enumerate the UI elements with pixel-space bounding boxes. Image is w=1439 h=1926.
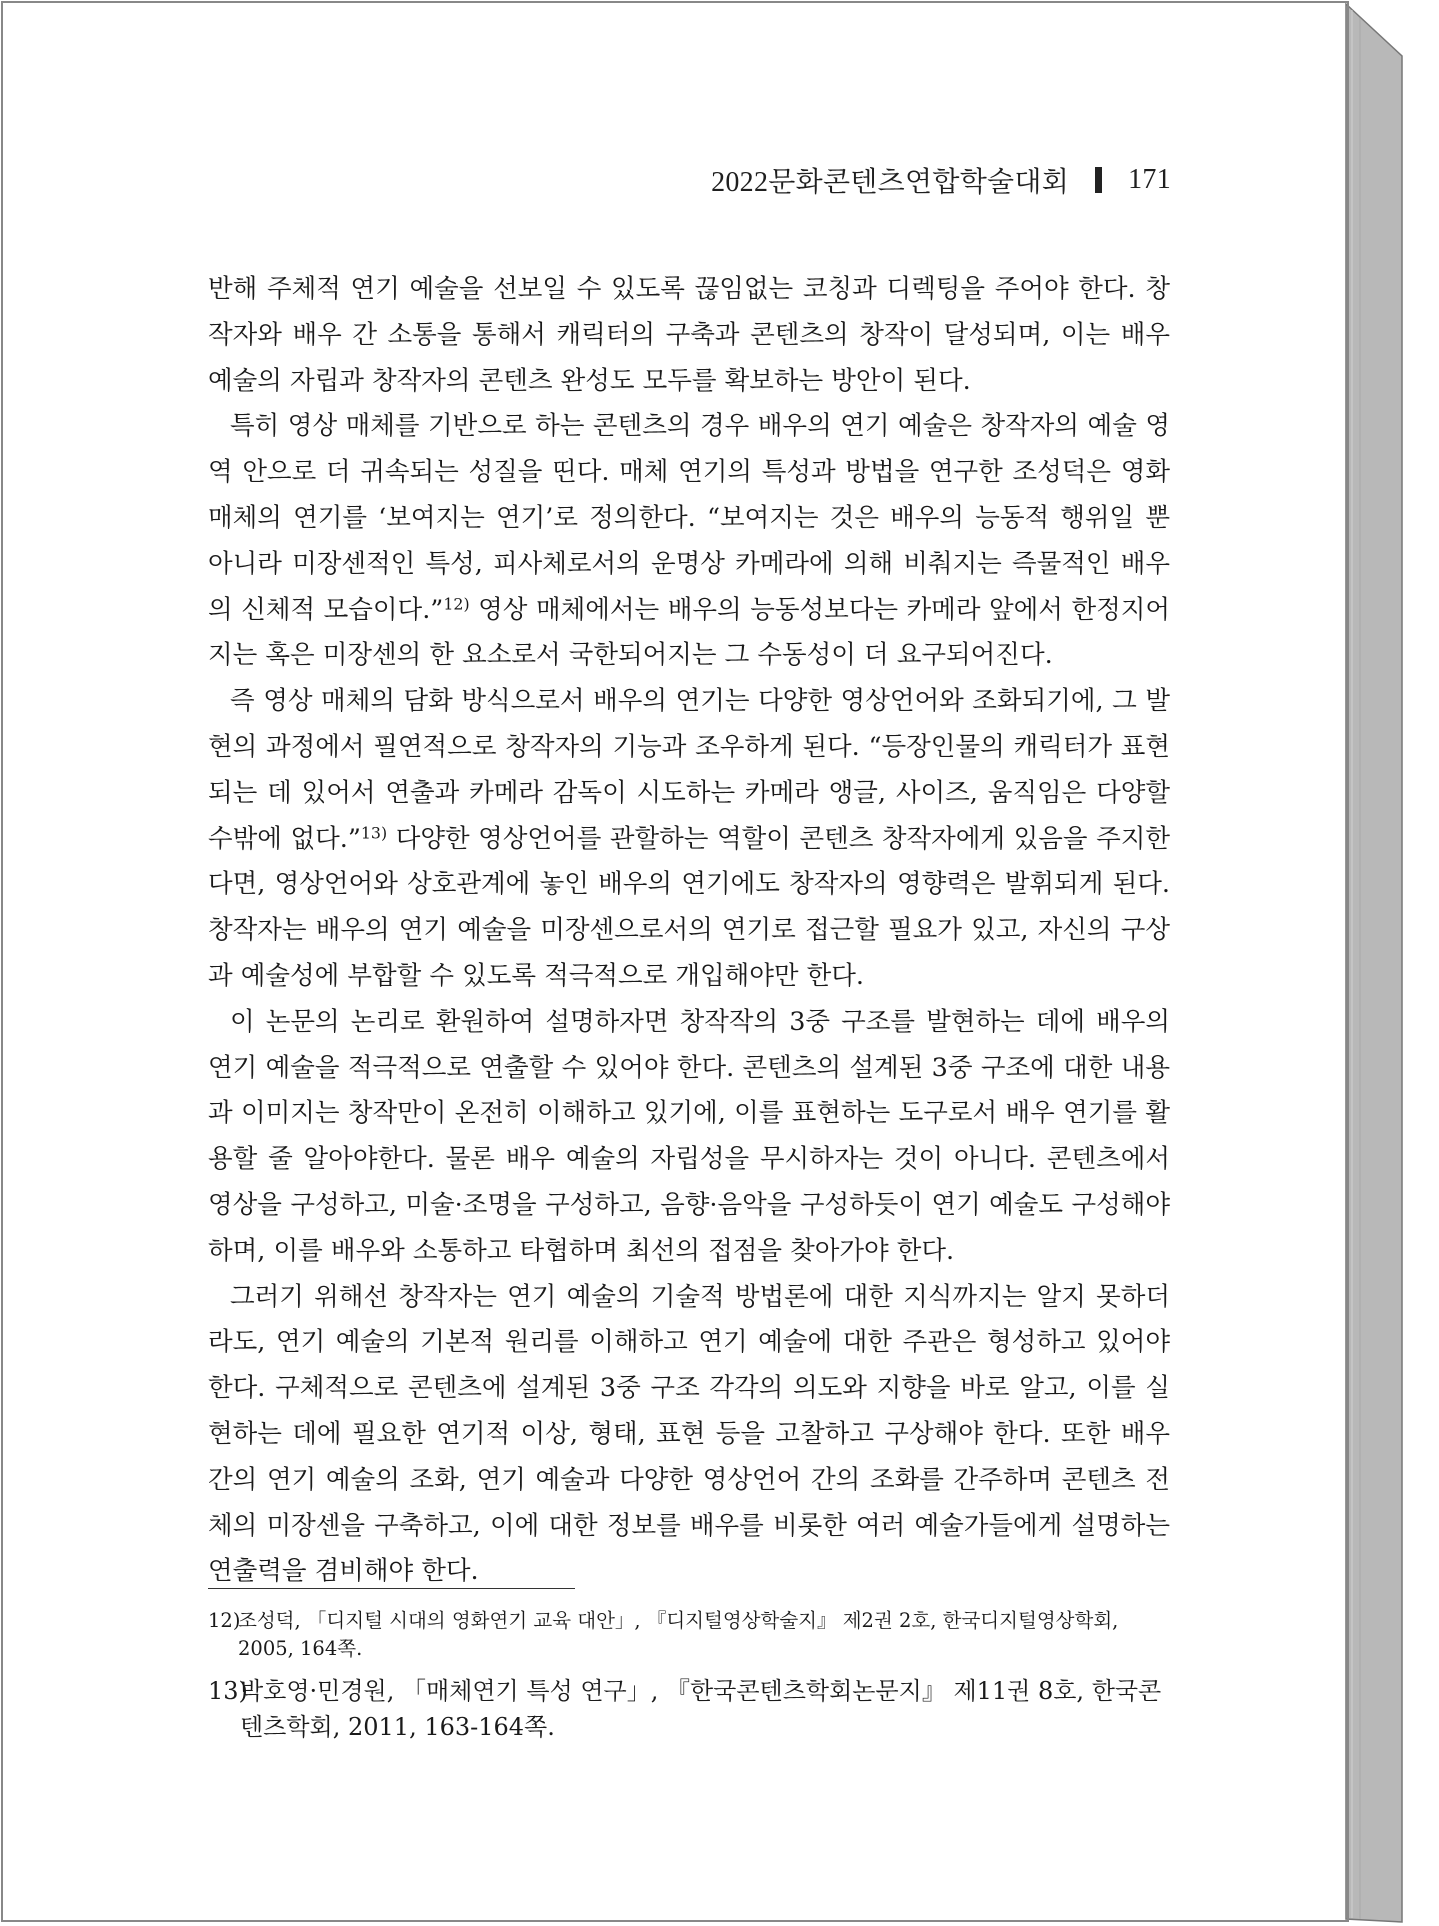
paragraph-text: 특히 영상 매체를 기반으로 하는 콘텐츠의 경우 배우의 연기 예술은 창작자의 예술 영역 안으로 더 귀속되는 성질을 띤다. 매체 연기의 특성과 방법을 연구한 조성덕은 영화 매체의 연기를 ‘보여지는 연기’로 정의한다. “보여지는 것은 배우의 능동적 행위일 뿐 아니라 미장센적인 특성, 피사체로서의 운명상 카메라에 의해 비춰지는 즉물적인 배우의 신체적 모습이다.” (208, 411, 1170, 625)
header-separator-bar (1095, 167, 1102, 193)
footnote-text: 박호영·민경원, 「매체연기 특성 연구」, 『한국콘텐츠학회논문지』 제11권 8호, 한국콘텐츠학회, 2011, 163-164쪽. (240, 1677, 1162, 1741)
footnote-reference: 13) (360, 822, 388, 842)
footnote-text: 조성덕, 「디지털 시대의 영화연기 교육 대안」, 『디지털영상학술지』 제2권 2호, 한국디지털영상학회, 2005, 164쪽. (238, 1609, 1119, 1660)
running-header (711, 160, 1171, 200)
footnote-number: 12) (208, 1609, 241, 1632)
paragraph-2 (208, 404, 1170, 679)
footnote-13 (208, 1673, 1170, 1745)
paragraph-text: 즉 영상 매체의 담화 방식으로서 배우의 연기는 다양한 영상언어와 조화되기에, 그 발현의 과정에서 필연적으로 창작자의 기능과 조우하게 된다. “등장인물의 캐릭터가 표현되는 데 있어서 연출과 카메라 감독이 시도하는 카메라 앵글, 사이즈, 움직임은 다양할 수밖에 없다.” (208, 686, 1170, 854)
footnotes (208, 1607, 1170, 1745)
paragraph-text: 영상 매체에서는 배우의 능동성보다는 카메라 앞에서 한정지어지는 혹은 미장센의 한 요소로서 국한되어지는 그 수동성이 더 요구되어진다. (208, 594, 1171, 671)
paragraph-text: 그러기 위해선 창작자는 연기 예술의 기술적 방법론에 대한 지식까지는 알지 못하더라도, 연기 예술의 기본적 원리를 이해하고 연기 예술에 대한 주관은 형성하고 있어야 한다. 구체적으로 콘텐츠에 설계된 3중 구조 각각의 의도와 지향을 바로 알고, 이를 실현하는 데에 필요한 연기적 이상, 형태, 표현 등을 고찰하고 구상해야 한다. 또한 배우 간의 연기 예술의 조화, 연기 예술과 다양한 영상언어 간의 조화를 간주하며 콘텐츠 전체의 미장센을 구축하고, 이에 대한 정보를 배우를 비롯한 여러 예술가들에게 설명하는 연출력을 겸비해야 한다. (208, 1281, 1170, 1587)
paragraph-text: 반해 주체적 연기 예술을 선보일 수 있도록 끊임없는 코칭과 디렉팅을 주어야 한다. 창작자와 배우 간 소통을 통해서 캐릭터의 구축과 콘텐츠의 창작이 달성되며, 이는 배우 예술의 자립과 창작자의 콘텐츠 완성도 모두를 확보하는 방안이 된다. (208, 274, 1170, 396)
paragraph-3 (208, 679, 1170, 1000)
footnote-reference: 12) (443, 593, 470, 613)
paragraph-text: 다양한 영상언어를 관할하는 역할이 콘텐츠 창작자에게 있음을 주지한다면, 영상언어와 상호관계에 놓인 배우의 연기에도 창작자의 영향력은 발휘되게 된다. 창작자는 배우의 연기 예술을 미장센으로서의 연기로 접근할 필요가 있고, 자신의 구상과 예술성에 부합할 수 있도록 적극적으로 개입해야만 한다. (208, 823, 1170, 991)
paragraph-1 (208, 267, 1170, 404)
paragraph-4 (208, 1000, 1170, 1275)
footnote-number: 13) (208, 1677, 248, 1705)
body-text (208, 267, 1170, 1595)
footnote-12 (208, 1607, 1170, 1663)
page-number: 171 (1128, 164, 1171, 195)
header-title: 2022문화콘텐츠연합학술대회 (711, 167, 1070, 198)
paragraph-5 (208, 1275, 1170, 1596)
paragraph-text: 이 논문의 논리로 환원하여 설명하자면 창작작의 3중 구조를 발현하는 데에 배우의 연기 예술을 적극적으로 연출할 수 있어야 한다. 콘텐츠의 설계된 3중 구조에 대한 내용과 이미지는 창작만이 온전히 이해하고 있기에, 이를 표현하는 도구로서 배우 연기를 활용할 줄 알아야한다. 물론 배우 예술의 자립성을 무시하자는 것이 아니다. 콘텐츠에서 영상을 구성하고, 미술·조명을 구성하고, 음향·음악을 구성하듯이 연기 예술도 구성해야하며, 이를 배우와 소통하고 타협하며 최선의 접점을 찾아가야 한다. (208, 1006, 1170, 1266)
footnote-rule (208, 1588, 575, 1589)
